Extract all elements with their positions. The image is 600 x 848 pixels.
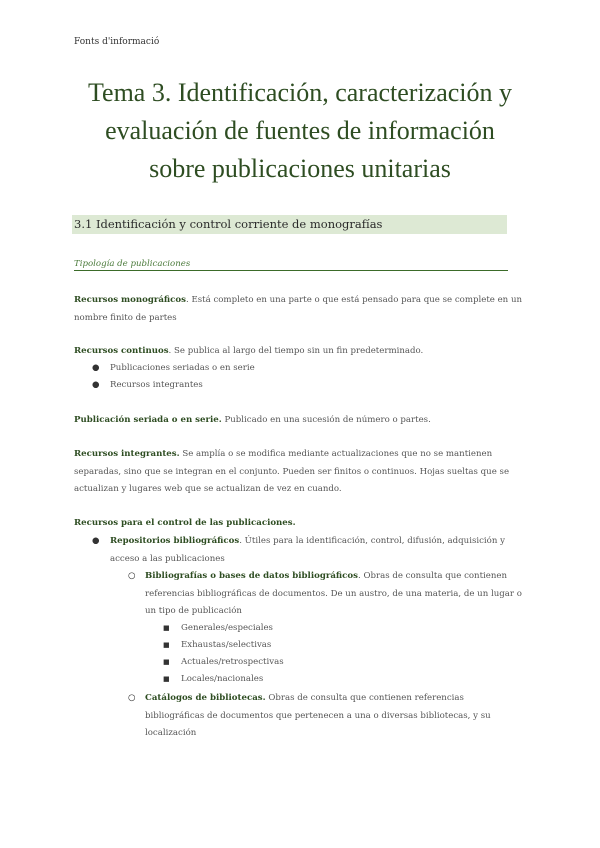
list-item-text: Exhaustas/selectivas xyxy=(181,640,272,650)
definition: . Se publica al largo del tiempo sin un fin predeterminado. xyxy=(168,346,424,356)
paragraph-recursos-control xyxy=(74,515,526,533)
definition: Publicado en una sucesión de número o partes. xyxy=(221,415,431,425)
list-item xyxy=(163,637,271,655)
circle-bullet-icon: ○ xyxy=(128,571,136,581)
circle-bullet-icon: ○ xyxy=(128,693,136,703)
list-item-bibliografias xyxy=(128,568,524,621)
list-item xyxy=(163,620,273,638)
list-item-text: Locales/nacionales xyxy=(181,674,264,684)
list-item-text: Actuales/retrospectivas xyxy=(181,657,284,667)
square-bullet-icon: ■ xyxy=(163,641,170,649)
paragraph-integrantes xyxy=(74,446,526,499)
document-title xyxy=(60,74,540,188)
paragraph-monograficos xyxy=(74,292,526,327)
term: Recursos continuos xyxy=(74,346,169,356)
bullet-icon: ● xyxy=(92,363,100,373)
term: Recursos integrantes. xyxy=(74,449,180,459)
term: Repositorios bibliográficos xyxy=(110,536,240,546)
list-item xyxy=(163,654,284,672)
title-line: Tema 3. Identificación, caracterización y xyxy=(87,78,513,107)
list-item-repositorios xyxy=(92,533,524,568)
definition: Obras de consulta que contienen referencias bibliográficas de documentos que pertenecen a una o diversas bibliotecas, y su localización xyxy=(145,693,491,738)
running-header: Fonts d'informació xyxy=(74,37,160,47)
definition: Se amplía o se modifica mediante actualizaciones que no se mantienen separadas, sino que se integran en el conjunto. Pueden ser finitos o continuos. Hojas sueltas que se actualizan y lugares web que se actualizan de vez en cuando. xyxy=(74,449,510,494)
list-item-text xyxy=(110,533,524,568)
list-item xyxy=(92,377,203,395)
list-item-text: Publicaciones seriadas o en serie xyxy=(110,363,255,373)
term: Catálogos de bibliotecas. xyxy=(145,693,266,703)
section-heading: 3.1 Identificación y control corriente de monografías xyxy=(74,217,383,231)
bullet-icon: ● xyxy=(92,536,100,546)
title-line: evaluación de fuentes de información xyxy=(105,116,495,145)
definition: . Obras de consulta que contienen referencias bibliográficas de documentos. De un austro, de una materia, de un lugar o un tipo de publicación xyxy=(145,571,522,616)
list-item-catalogos xyxy=(128,690,524,743)
term: Recursos para el control de las publicaciones. xyxy=(74,518,296,528)
term: Bibliografías o bases de datos bibliográficos xyxy=(145,571,358,581)
bullet-icon: ● xyxy=(92,380,100,390)
list-item xyxy=(92,360,255,378)
paragraph-continuos xyxy=(74,343,526,361)
definition: . Está completo en una parte o que está pensado para que se complete en un nombre finito de partes xyxy=(74,295,523,323)
list-item-text: Recursos integrantes xyxy=(110,380,203,390)
list-item-text xyxy=(145,568,524,621)
square-bullet-icon: ■ xyxy=(163,658,170,666)
paragraph-seriada xyxy=(74,412,526,430)
subsection-heading: Tipología de publicaciones xyxy=(74,259,508,271)
list-item xyxy=(163,671,263,689)
term: Publicación seriada o en serie. xyxy=(74,415,222,425)
list-item-text xyxy=(145,690,524,743)
square-bullet-icon: ■ xyxy=(163,624,170,632)
list-item-text: Generales/especiales xyxy=(181,623,273,633)
term: Recursos monográficos xyxy=(74,295,186,305)
title-line: sobre publicaciones unitarias xyxy=(149,154,451,183)
square-bullet-icon: ■ xyxy=(163,675,170,683)
definition: . Útiles para la identificación, control, difusión, adquisición y acceso a las publicaciones xyxy=(110,536,505,564)
